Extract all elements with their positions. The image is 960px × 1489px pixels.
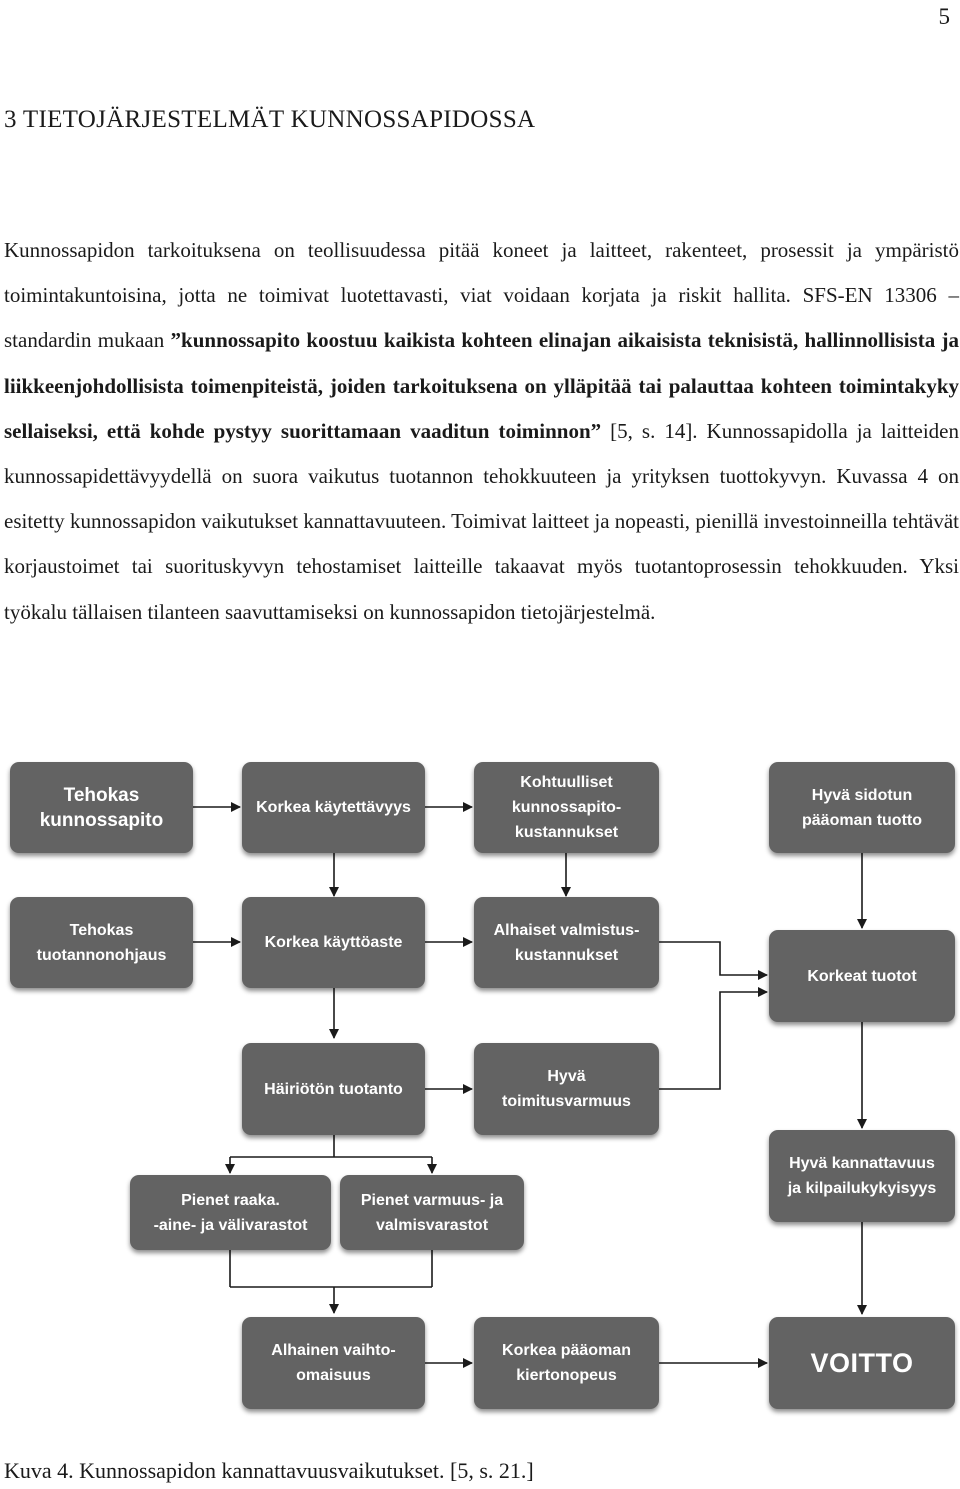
figure-caption: Kuva 4. Kunnossapidon kannattavuusvaikutukset. [5, s. 21.] bbox=[4, 1458, 534, 1483]
box-alhaiset-valmistuskustannukset: Alhaiset valmistus- kustannukset bbox=[474, 897, 659, 988]
paragraph-intro: Kunnossapidon tarkoituksena on teollisuudessa pitää koneet ja laitteet, rakenteet, prosessit ja ympäristö toimintakuntoisina, jotta ne toimivat luotettavasti, viat voidaan korjata ja riskit hallita. SFS-EN 13306 –standardin mukaan bbox=[4, 238, 959, 353]
box-tehokas-kunnossapito: Tehokas kunnossapito bbox=[10, 762, 193, 853]
box-kohtuulliset-kustannukset: Kohtuulliset kunnossapito- kustannukset bbox=[474, 762, 659, 853]
arrow-connector bbox=[659, 992, 767, 1089]
box-pienet-varmuusvarastot: Pienet varmuus- ja valmisvarastot bbox=[340, 1175, 524, 1250]
box-voitto: VOITTO bbox=[769, 1317, 955, 1409]
paragraph-rest: [5, s. 14]. Kunnossapidolla ja laitteiden kunnossapidettävyydellä on suora vaikutus tuotannon tehokkuuteen ja yrityksen tuottokyvyn. Kuvassa 4 on esitetty kunnossapidon vaikutukset kannattavuuteen. Toimivat laitteet ja nopeasti, pienillä investoinneilla tehtävät korjaustoimet tai suorituskyvyn tehostamiset laitteille takaavat myös tuotantoprosessin tehokkuuden. Yksi työkalu tällaisen tilanteen saavuttamiseksi on kunnossapidon tietojärjestelmä. bbox=[4, 418, 959, 624]
box-alhainen-vaihto-omaisuus: Alhainen vaihto- omaisuus bbox=[242, 1317, 425, 1409]
box-korkea-kayttoaste: Korkea käyttöaste bbox=[242, 897, 425, 988]
box-hyva-kannattavuus: Hyvä kannattavuus ja kilpailukykyisyys bbox=[769, 1130, 955, 1222]
box-hairioton-tuotanto: Häiriötön tuotanto bbox=[242, 1043, 425, 1135]
box-hyva-sidotun-paaoman-tuotto: Hyvä sidotun pääoman tuotto bbox=[769, 762, 955, 853]
box-pienet-raaka-aine-varastot: Pienet raaka. -aine- ja välivarastot bbox=[130, 1175, 331, 1250]
profitability-diagram bbox=[0, 752, 960, 1422]
body-paragraph bbox=[4, 228, 959, 635]
paragraph-quote: ”kunnossapito koostuu kaikista kohteen elinajan aikaisista teknisistä, hallinnollisista ja liikkeenjohdollisista toimenpiteistä, joiden tarkoituksena on ylläpitää tai palauttaa kohteen toimintakyky sellaiseksi, että kohde pystyy suorittamaan vaaditun toiminnon” bbox=[4, 328, 960, 443]
box-hyva-toimitusvarmuus: Hyvä toimitusvarmuus bbox=[474, 1043, 659, 1135]
box-korkea-kaytettavyys: Korkea käytettävyys bbox=[242, 762, 425, 853]
page-number: 5 bbox=[938, 4, 950, 29]
arrow-connector bbox=[659, 942, 767, 975]
chapter-heading: 3 TIETOJÄRJESTELMÄT KUNNOSSAPIDOSSA bbox=[4, 106, 536, 133]
box-korkea-paaoman-kiertonopeus: Korkea pääoman kiertonopeus bbox=[474, 1317, 659, 1409]
box-korkeat-tuotot: Korkeat tuotot bbox=[769, 930, 955, 1022]
box-tehokas-tuotannonohjaus: Tehokas tuotannonohjaus bbox=[10, 897, 193, 988]
